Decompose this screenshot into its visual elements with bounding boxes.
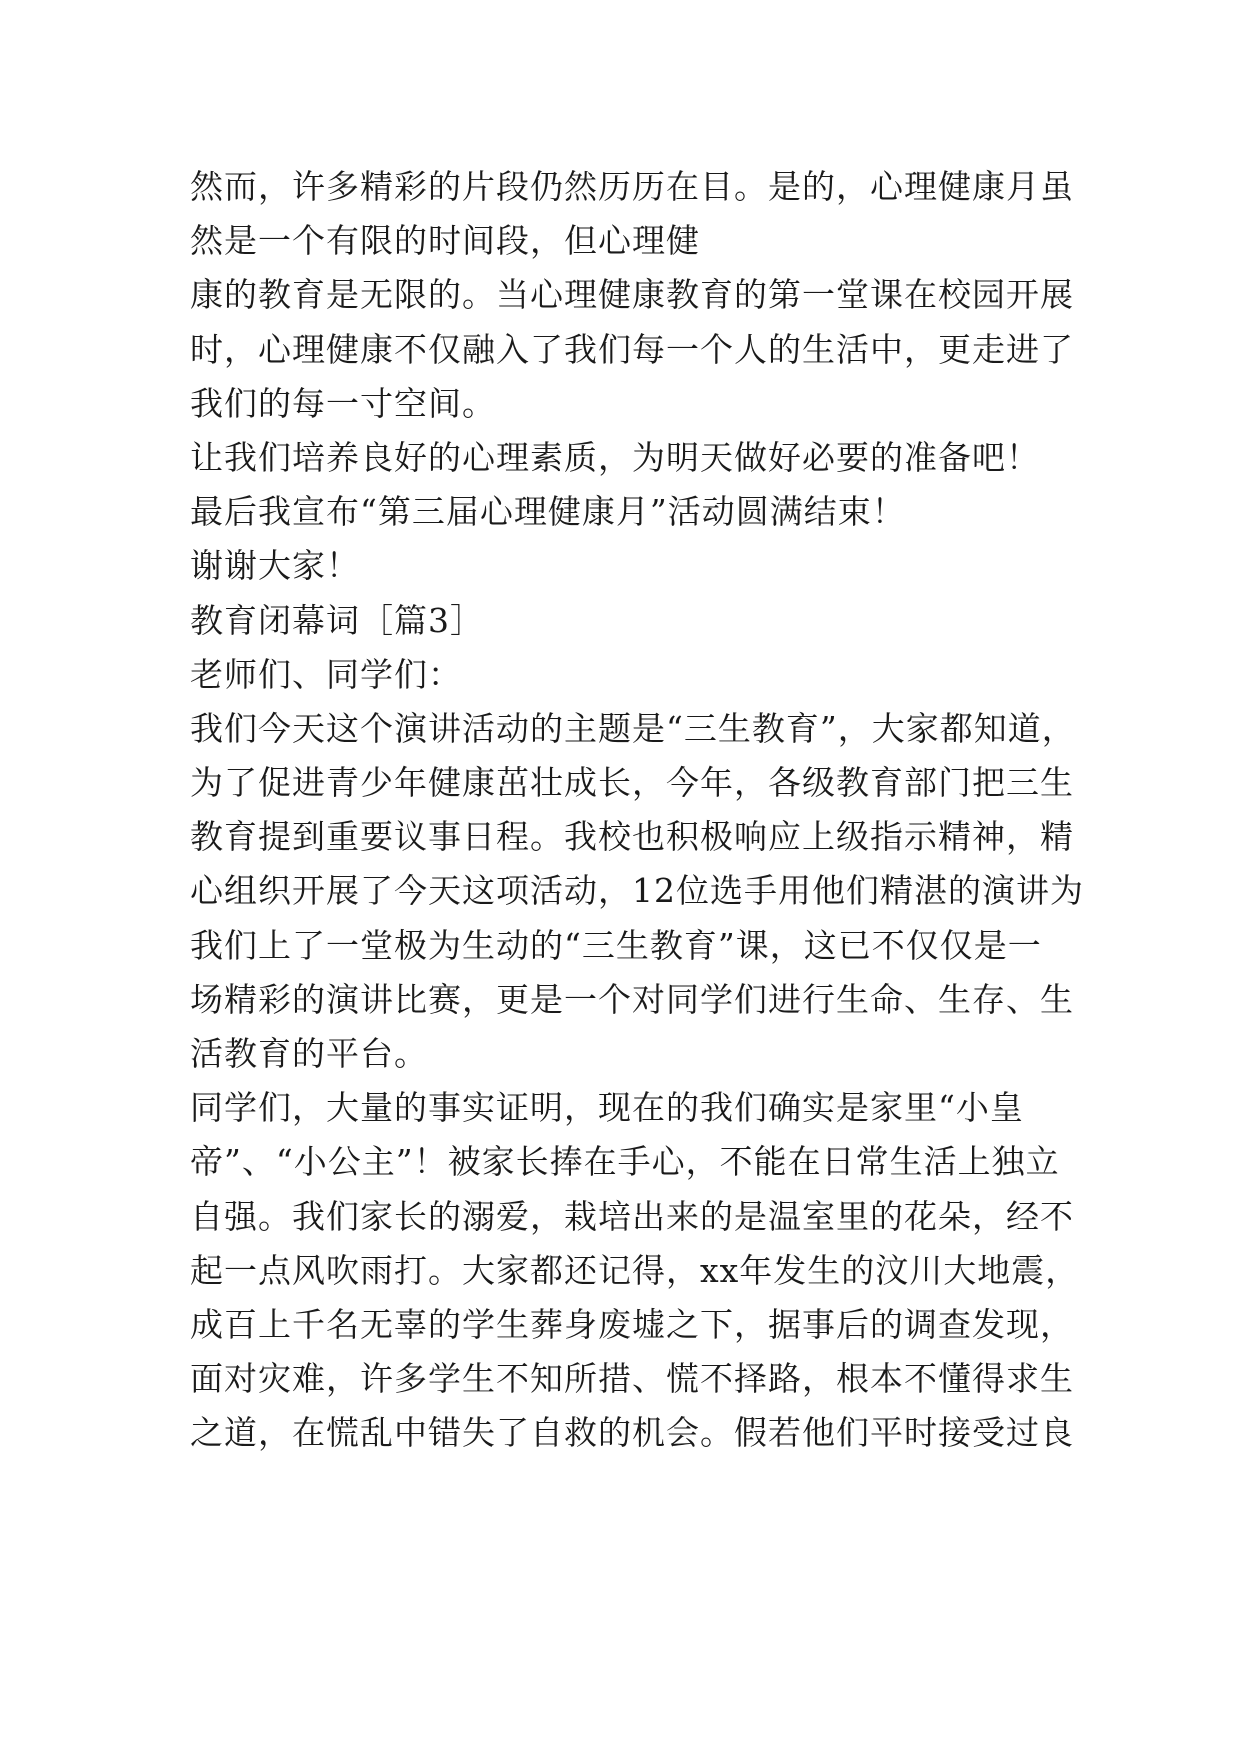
- text-line: 起一点风吹雨打。大家都还记得，xx年发生的汶川大地震，: [190, 1250, 1080, 1290]
- text-line: 同学们，大量的事实证明，现在的我们确实是家里“小皇: [190, 1088, 1024, 1128]
- paragraph-8: [190, 702, 1084, 1081]
- text-line: 我们今天这个演讲活动的主题是“三生教育”，大家都知道，: [190, 708, 1076, 748]
- paragraph-2: [190, 268, 1074, 431]
- text-line: 成百上千名无辜的学生葬身废墟之下，据事后的调查发现，: [190, 1304, 1074, 1344]
- text-line: 让我们培养良好的心理素质，为明天做好必要的准备吧！: [190, 437, 1040, 477]
- text-line: 面对灾难，许多学生不知所措、慌不择路，根本不懂得求生: [190, 1359, 1074, 1399]
- text-line: 康的教育是无限的。当心理健康教育的第一堂课在校园开展: [190, 275, 1074, 315]
- text-line: 谢谢大家！: [190, 546, 360, 586]
- paragraph-4: [190, 485, 1070, 539]
- text-line: 自强。我们家长的溺爱，栽培出来的是温室里的花朵，经不: [190, 1196, 1074, 1236]
- paragraph-9: [190, 1081, 1080, 1460]
- section-heading: [190, 594, 1070, 648]
- text-line: 时，心理健康不仅融入了我们每一个人的生活中，更走进了: [190, 329, 1074, 369]
- salutation: [190, 648, 1070, 702]
- document-body: [190, 160, 1084, 1461]
- text-line: 活教育的平台。: [190, 1034, 428, 1073]
- text-line: 为了促进青少年健康茁壮成长，今年，各级教育部门把三生: [190, 763, 1074, 803]
- paragraph-3: [190, 431, 1070, 485]
- text-line: 老师们、同学们：: [190, 654, 462, 694]
- text-line: 我们的每一寸空间。: [190, 383, 496, 423]
- text-line: 我们上了一堂极为生动的“三生教育”课，这已不仅仅是一: [190, 925, 1042, 965]
- heading-line: 教育闭幕词［篇3］: [190, 600, 484, 640]
- paragraph-5: [190, 539, 1070, 593]
- text-line: 场精彩的演讲比赛，更是一个对同学们进行生命、生存、生: [190, 979, 1074, 1019]
- paragraph-1: [190, 160, 1074, 268]
- text-line: 最后我宣布“第三届心理健康月”活动圆满结束！: [190, 492, 906, 532]
- text-line: 然是一个有限的时间段，但心理健: [190, 221, 700, 261]
- text-line: 教育提到重要议事日程。我校也积极响应上级指示精神，精: [190, 817, 1074, 857]
- text-line: 之道，在慌乱中错失了自救的机会。假若他们平时接受过良: [190, 1413, 1074, 1453]
- text-line: 然而，许多精彩的片段仍然历历在目。是的，心理健康月虽: [190, 167, 1074, 206]
- text-line: 帝”、“小公主”！被家长捧在手心，不能在日常生活上独立: [190, 1142, 1060, 1182]
- text-line: 心组织开展了今天这项活动，12位选手用他们精湛的演讲为: [190, 871, 1084, 911]
